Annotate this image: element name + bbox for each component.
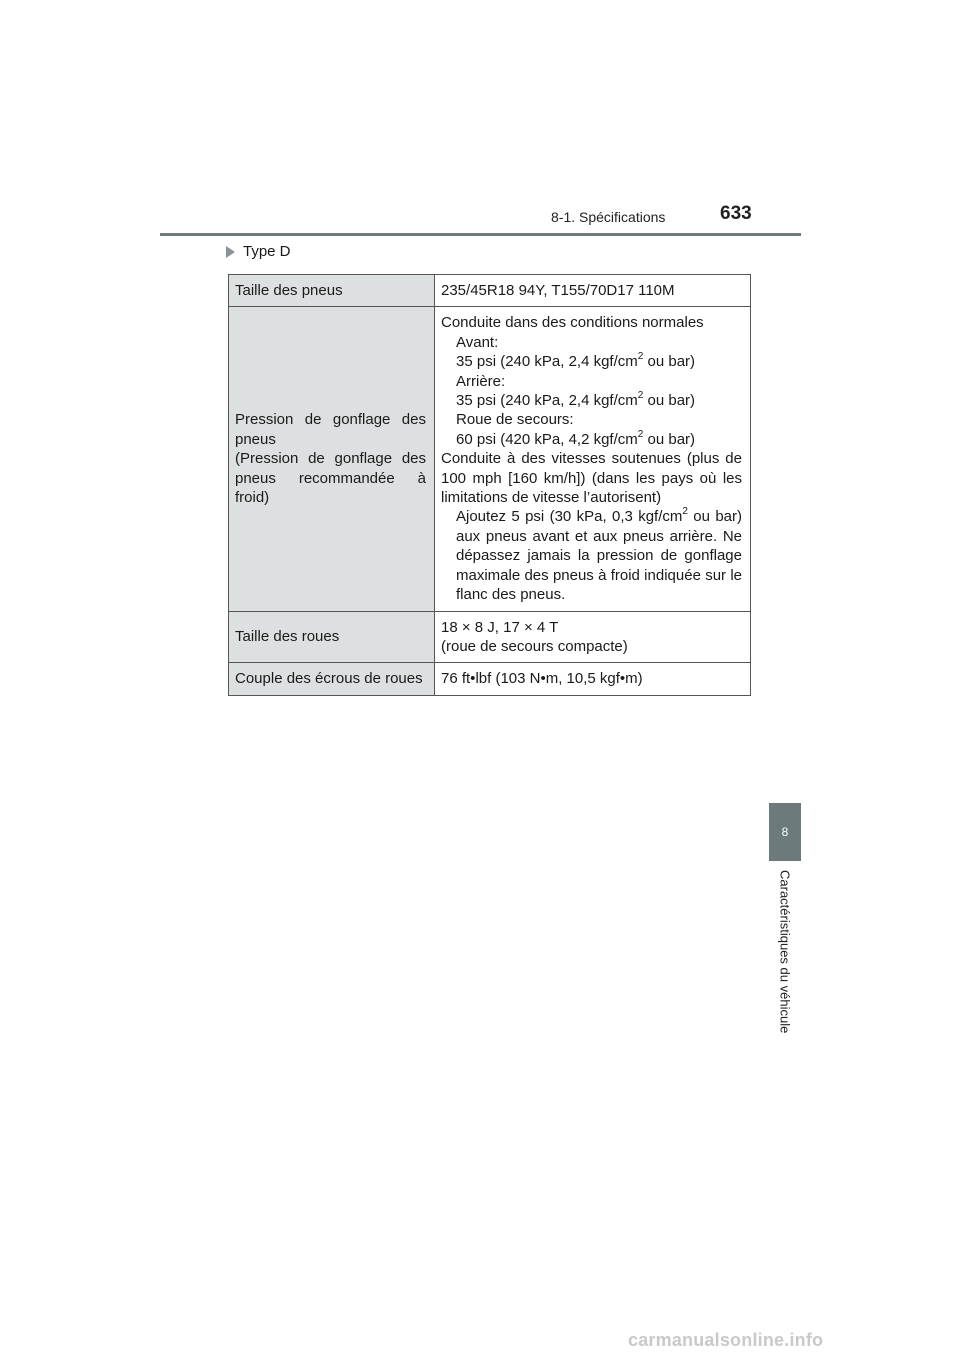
type-heading	[226, 243, 291, 260]
spare-value: 60 psi (420 kPa, 4,2 kgf/$cm^2$ ou bar)	[456, 428, 696, 448]
wheel-size-label: Taille des roues	[229, 611, 435, 663]
pressure-value	[435, 307, 751, 611]
tire-size-value: 235/45R18 94Y, T155/70D17 110M	[435, 275, 751, 307]
chapter-tab	[769, 803, 801, 861]
table-row	[229, 611, 751, 663]
high-speed-text: Ajoutez 5 psi (30 kPa, 0,3 kgf/$cm^2$ ou bar) aux pneus avant et aux pneus arrière. Ne dépassez jamais la pression de gonflage maximale des pneus à froid indiquée sur le flanc des pneus.	[456, 506, 742, 604]
normal-driving-title: Conduite dans des conditions normales	[441, 314, 704, 332]
page-number: 633	[720, 203, 752, 224]
header-divider	[160, 233, 801, 236]
nut-torque-value: 76 ft•lbf (103 N•m, 10,5 kgf•m)	[435, 663, 751, 695]
high-speed-title: Conduite à des vitesses soutenues (plus de 100 mph [160 km/h]) (dans les pays où les limitations de vitesse l’autorisent)	[441, 450, 742, 507]
type-heading-text: Type D	[243, 243, 291, 260]
pressure-label-line1: Pression de gonflage des pneus	[235, 411, 426, 448]
rear-value: 35 psi (240 kPa, 2,4 kgf/$cm^2$ ou bar)	[456, 390, 696, 410]
front-label: Avant:	[456, 333, 499, 351]
pressure-label	[229, 307, 435, 611]
nut-torque-label: Couple des écrous de roues	[229, 663, 435, 695]
spare-label: Roue de secours:	[456, 411, 574, 429]
wheel-size-value: 18 × 8 J, 17 × 4 T (roue de secours compacte)	[435, 611, 751, 663]
table-row	[229, 275, 751, 307]
chapter-number: 8	[781, 825, 789, 839]
watermark: carmanualsonline.info	[628, 1330, 824, 1350]
front-value: 35 psi (240 kPa, 2,4 kgf/$cm^2$ ou bar)	[456, 351, 696, 371]
rear-label: Arrière:	[456, 372, 506, 390]
tire-spec-table	[228, 274, 751, 696]
pressure-label-line2: (Pression de gonflage des pneus recommandée à froid)	[235, 450, 426, 507]
table-row	[229, 663, 751, 695]
table-row	[229, 307, 751, 611]
section-title: 8-1. Spécifications	[551, 209, 666, 225]
tire-size-label: Taille des pneus	[229, 275, 435, 307]
chapter-label: Caractéristiques du véhicule	[777, 870, 793, 1034]
triangle-bullet-icon	[226, 246, 235, 258]
